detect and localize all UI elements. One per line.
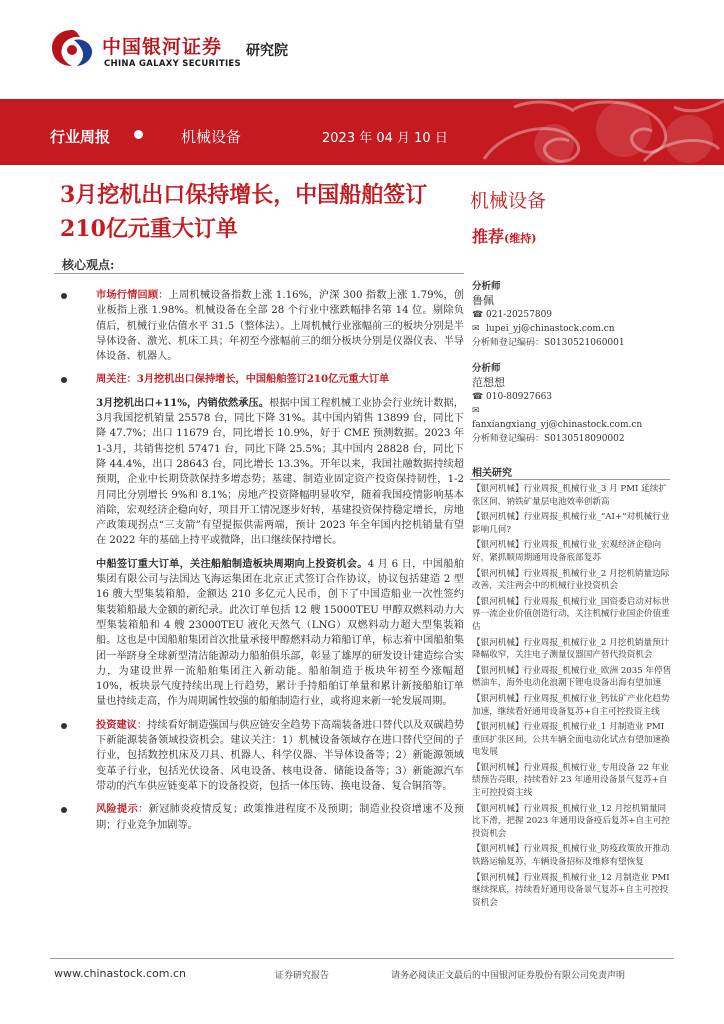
paragraph-text: ：新冠肺炎疫情反复；政策推进程度不及预期；制造业投资增速不及预期；行业竞争加剧等。 [96,804,465,831]
paragraph-text: ：上周机械设备指数上涨 1.16%，沪深 300 指数上涨 1.79%，创业板指上涨 1.98%。机械设备在全部 28 个行业中涨跌幅排名第 14 位。剔除负值后，机械行业估值水平 31.5（整体法）。上周机械行业涨幅前三的板块分别是半导体设备、激光、机床工具；年初至今涨幅前三的细分板块分别是仪器仪表、半导体设备、机器人。 [96,290,465,363]
footer-website-link[interactable]: www.chinastock.com.cn [54,967,186,980]
related-item[interactable]: 【银河机械】行业周报_机械行业_2 月挖机销量预计降幅收窄，关注电子测量仪器国产替代投资机会 [472,637,670,661]
rating-value: 推荐 [472,227,505,246]
analyst-phone: ☎ 010-80927663 [472,392,553,402]
related-research-list [472,483,672,912]
report-title: 3月挖机出口保持增长，中国船舶签订210亿元重大订单 [60,182,428,242]
footer-divider [50,958,674,959]
paragraph-weekly-focus [60,372,464,387]
related-item[interactable]: 【银河机械】行业周报_机械行业_防疫政策放开推动铁路运输复苏，车辆设备招标及维修有望恢复 [472,844,670,868]
logo-chinese-name: 中国银河证券 [102,36,223,58]
galaxy-logo-icon [50,28,94,68]
rating-note: (维持) [504,232,537,245]
paragraph-excavator [60,396,464,549]
email-icon: ✉ [472,406,480,416]
main-content [60,288,464,841]
paragraph-market-review [60,288,464,364]
related-item[interactable]: 【银河机械】行业周报_机械行业_国资委启动对标世界一流企业价值创造行动，关注机械行业国企价值重估 [472,596,670,632]
report-banner [0,99,724,165]
core-view-label: 核心观点: [62,258,115,272]
related-item[interactable]: 【银河机械】行业周报_机械行业_专用设备 22 年业绩预告亮眼，持续看好 23 年通用设备景气复苏+自主可控投资主线 [472,762,669,799]
paragraph-shipbuilding [60,557,464,710]
side-industry: 机械设备 [470,190,547,212]
email-icon: ✉ [472,324,480,334]
paragraph-text: 根据中国工程机械工业协会行业统计数据，3月我国挖机销量 25578 台，同比下降 31%。其中国内销售 13899 台，同比下降 47.7%；出口 11679 台，同比增长 10.9%，好于 CME 预测数据。2023 年 1-3月，共销售挖机 57471 台，同比下降 25.5%；其中国内 28828 台，同比下降 44.4%，出口 28643 台，同比增长 13.3%。开年以来，我国社融数据持续超预期，企业中长期贷款保持多增态势；基建、制造业固定资产投资保持韧性，1-2月同比分别增长 9%和 8.1%；房地产投资降幅明显收窄，随着我国疫情影响基本消除，宏观经济企稳向好，项目开工情况逐步好转，基建投资保持稳定增长，房地产政策现拐点“三支箭”有望提振供需两端，预计 2023 年全年国内挖机销量有望在 2022 年的基础上持平或微降，出口继续保持增长。 [96,397,464,547]
related-item[interactable]: 【银河机械】行业周报_机械行业_宏观经济企稳向好，紧抓顺周期通用设备底部复苏 [472,540,662,563]
paragraph-lead: 中船签订重大订单，关注船舶制造板块周期向上投资机会。 [96,557,368,570]
related-item[interactable]: 【银河机械】行业周报_机械行业_钙钛矿产业化趋势加速，继续看好通用设备复苏+自主可控投资主线 [472,693,670,717]
banner-industry: 机械设备 [181,128,242,146]
analyst-heading: 分析师 [472,281,501,292]
analyst-email[interactable]: ✉ lupei_yj@chinastock.com.cn [472,324,615,334]
analyst-block [472,280,652,350]
analyst-name: 范想想 [472,376,505,389]
paragraph-lead: 风险提示 [96,803,139,816]
related-item[interactable]: 【银河机械】行业周报_机械行业_2 月挖机销量边际改善，关注两会中的机械行业投资机会 [472,568,670,592]
analyst-phone: ☎ 021-20257809 [472,310,553,320]
banner-dot-icon [134,130,143,139]
related-item[interactable]: 【银河机械】行业周报_机械行业_1 月制造业 PMI 重回扩张区间，公共车辆全面电动化试点有望加速换电发展 [472,722,670,758]
report-type: 行业周报 [50,128,111,146]
analyst-name: 鲁佩 [472,294,494,307]
analyst-registration: 分析师登记编码：S0130521060001 [472,338,625,348]
related-item[interactable]: 【银河机械】行业周报_机械行业_12 月制造业 PMI 继续探底，持续看好通用设备景气复苏+自主可控投资机会 [472,872,670,908]
bullet-icon [61,377,67,383]
cloud-swirl-decoration-icon [424,99,724,165]
bullet-icon [61,807,67,813]
related-item[interactable]: 【银河机械】行业周报_机械行业_欧洲 2035 年停售燃油车，海外电动化浪潮下锂电设备出海有望加速 [472,665,672,689]
paragraph-lead: 周关注：3月挖机出口保持增长，中国船舶签订210亿元重大订单 [96,373,390,386]
paragraph-text: ：持续看好制造强国与供应链安全趋势下高端装备进口替代以及双碳趋势下新能源装备领域投资机会。建议关注：1）机械设备领域存在进口替代空间的子行业，包括数控机床及刀具、机器人、科学仪器、半导体设备等；2）新能源领域变革子行业，包括光伏设备、风电设备、核电设备、储能设备等；3）新能源汽车带动的汽车供应链变革下的设备投资，包括一体压铸、换电设备、复合铜箔等。 [96,719,465,792]
related-item[interactable]: 【银河机械】行业周报_机械行业_12 月挖机销量同比下滑，把握 2023 年通用设备疫后复苏+自主可控投资机会 [472,803,670,839]
phone-icon: ☎ [472,392,484,402]
related-research-title: 相关研究 [472,468,512,479]
paragraph-text: 4 月 6 日，中国船舶集团有限公司与法国达飞海运集团在北京正式签订合作协议，协议包括建造 2 型 16 艘大型集装箱船，金额达 210 多亿元人民币，创下了中国造船业一次性签约集装箱船最大金额的新纪录。此次订单包括 12 艘 15000TEU 甲醇双燃料动力大型集装箱船和 4 艘 23000TEU 液化天然气（LNG）双燃料动力超大型集装箱船。这也是中国船舶集团首次批量承接甲醇燃料动力箱船订单，标志着中国船舶集团一举跻身全球新型清洁能源动力船舶俱乐部，彰显了雄厚的研发设计建造综合实力，为建设世界一流船舶集团注入新动能。船舶制造于板块年初至今涨幅超 10%，板块景气度持续出现上行趋势，累计手持船舶订单量和累计新接船舶订单量也持续走高，作为周期属性较强的船舶制造行业，或将迎来新一轮发展周期。 [96,558,464,708]
analyst-email[interactable]: ✉fanxiangxiang_yj@chinastock.com.cn [472,406,643,430]
bullet-icon [61,293,67,299]
paragraph-lead: 投资建议 [96,718,137,731]
analyst-registration: 分析师登记编码：S0130518090002 [472,434,625,444]
bullet-icon [61,723,67,729]
paragraph-investment-advice [60,718,464,794]
analyst-heading: 分析师 [472,363,501,374]
phone-icon: ☎ [472,310,484,320]
footer-report-label: 证券研究报告 [275,971,330,981]
related-item[interactable]: 【银河机械】行业周报_机械行业_“AI+”对机械行业影响几何? [472,512,670,535]
paragraph-lead: 市场行情回顾 [96,289,159,301]
related-item[interactable]: 【银河机械】行业周报_机械行业_3 月 PMI 延续扩张区间，钠铁矿量层电池效率创新高 [472,484,667,507]
paragraph-lead: 3月挖机出口+11%，内销依然承压。 [96,396,270,409]
analyst-block [472,362,652,446]
footer-disclaimer: 请务必阅读正文最后的中国银河证券股份有限公司免责声明 [391,971,626,981]
paragraph-risk [60,802,464,833]
side-rating [472,224,536,247]
divider [470,479,670,480]
report-date: 2023 年 04 月 10 日 [322,131,448,146]
institute-label: 研究院 [246,43,288,59]
logo-english-name: CHINA GALAXY SECURITIES [104,59,241,69]
divider [54,273,464,274]
header-logo [50,22,450,72]
